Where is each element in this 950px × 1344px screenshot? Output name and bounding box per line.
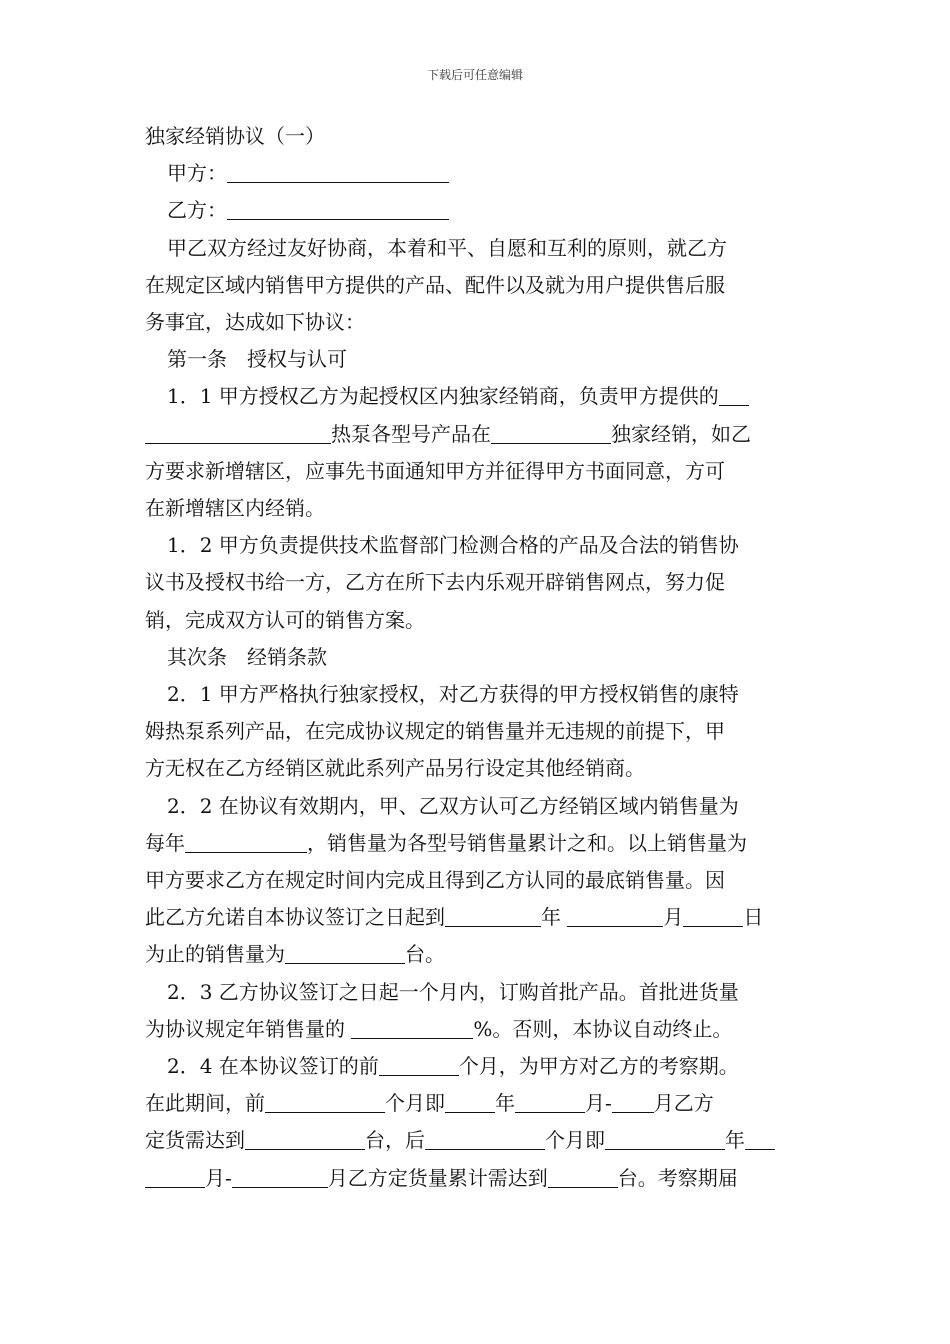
clause-line: 为止的销售量为 台。 xyxy=(145,936,810,973)
clause-line: 2．2 在协议有效期内，甲、乙双方认可乙方经销区域内销售量为 xyxy=(167,793,739,818)
blank-field[interactable] xyxy=(548,1163,618,1188)
blank-field[interactable] xyxy=(227,195,449,220)
blank-field[interactable] xyxy=(445,1088,495,1113)
clause-line: 定货需达到 台，后 个月即 年 xyxy=(145,1122,810,1159)
clause-line: 1．1 甲方授权乙方为起授权区内独家经销商，负责甲方提供的 xyxy=(145,378,810,415)
blank-field[interactable] xyxy=(515,1088,585,1113)
blank-field[interactable] xyxy=(379,1051,459,1076)
page-header: 下载后可任意编辑 xyxy=(426,68,523,82)
intro-line: 在规定区域内销售甲方提供的产品、配件以及就为用户提供售后服 xyxy=(145,272,725,297)
party-a-line: 甲方： xyxy=(145,155,810,192)
blank-field[interactable] xyxy=(351,1014,473,1039)
party-b-line: 乙方： xyxy=(145,192,810,229)
clause-line: 甲方要求乙方在规定时间内完成且得到乙方认同的最底销售量。因 xyxy=(145,868,725,893)
blank-field[interactable] xyxy=(612,1088,654,1113)
blank-field[interactable] xyxy=(185,828,307,853)
blank-field[interactable] xyxy=(425,1125,545,1150)
blank-field[interactable] xyxy=(145,419,331,444)
article-1-heading: 第一条 授权与认可 xyxy=(167,347,347,372)
blank-field[interactable] xyxy=(145,1163,205,1188)
document-body xyxy=(145,118,810,1197)
clause-line: 姆热泵系列产品，在完成协议规定的销售量并无违规的前提下，甲 xyxy=(145,719,725,744)
clause-line: 此乙方允诺自本协议签订之日起到 年 月 日 xyxy=(145,899,810,936)
clause-line: 2．4 在本协议签订的前 个月，为甲方对乙方的考察期。 xyxy=(145,1048,810,1085)
clause-line: 在此期间，前 个月即 年 月- 月乙方 xyxy=(145,1085,810,1122)
clause-line: 1．2 甲方负责提供技术监督部门检测合格的产品及合法的销售协 xyxy=(167,533,739,558)
clause-line: 方要求新增辖区，应事先书面通知甲方并征得甲方书面同意，方可 xyxy=(145,458,725,483)
clause-line: 为协议规定年销售量的 %。否则，本协议自动终止。 xyxy=(145,1011,810,1048)
clause-line: 热泵各型号产品在 独家经销，如乙 xyxy=(145,416,810,453)
blank-field[interactable] xyxy=(605,1125,725,1150)
blank-field[interactable] xyxy=(567,902,663,927)
blank-field[interactable] xyxy=(285,939,405,964)
blank-field[interactable] xyxy=(745,1125,775,1150)
article-2-heading: 其次条 经销条款 xyxy=(167,644,327,669)
clause-line: 2．1 甲方严格执行独家授权，对乙方获得的甲方授权销售的康特 xyxy=(167,682,739,707)
blank-field[interactable] xyxy=(265,1088,385,1113)
blank-field[interactable] xyxy=(227,158,449,183)
intro-line: 务事宜，达成如下协议： xyxy=(145,310,365,335)
blank-field[interactable] xyxy=(719,381,749,406)
clause-line: 月- 月乙方定货量累计需达到 台。考察期届 xyxy=(145,1160,810,1197)
blank-field[interactable] xyxy=(245,1125,365,1150)
blank-field[interactable] xyxy=(445,902,541,927)
blank-field[interactable] xyxy=(491,419,611,444)
document-title: 独家经销协议（一） xyxy=(145,124,325,148)
clause-line: 在新增辖区内经销。 xyxy=(145,496,325,521)
clause-line: 方无权在乙方经销区就此系列产品另行设定其他经销商。 xyxy=(145,756,645,781)
clause-line: 2．3 乙方协议签订之日起一个月内，订购首批产品。首批进货量 xyxy=(167,979,739,1004)
clause-line: 销，完成双方认可的销售方案。 xyxy=(145,607,425,632)
blank-field[interactable] xyxy=(683,902,743,927)
blank-field[interactable] xyxy=(232,1163,328,1188)
intro-line: 甲乙双方经过友好协商，本着和平、自愿和互利的原则，就乙方 xyxy=(167,235,727,260)
clause-line: 每年 ，销售量为各型号销售量累计之和。以上销售量为 xyxy=(145,825,810,862)
clause-line: 议书及授权书给一方，乙方在所下去内乐观开辟销售网点，努力促 xyxy=(145,570,725,595)
